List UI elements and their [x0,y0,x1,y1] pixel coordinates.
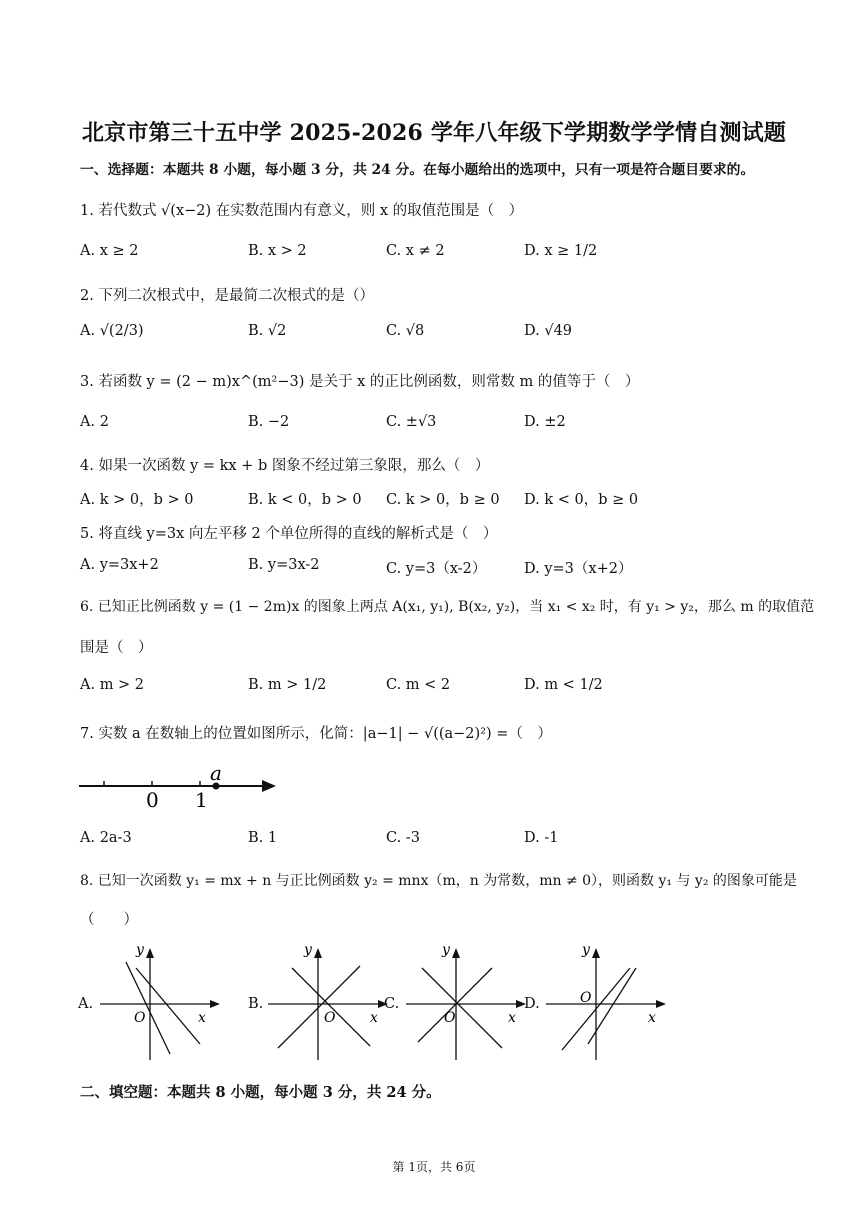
option-c[interactable]: C. m < 2 [386,677,451,693]
graph-a[interactable] [98,938,228,1064]
graph-d[interactable] [544,938,674,1064]
tick-label-zero: 0 [146,788,159,812]
origin-label: O [324,1010,336,1026]
graph-c[interactable] [404,938,534,1064]
option-b[interactable]: B. m > 1/2 [248,677,327,693]
option-d[interactable]: D. y=3（x+2） [524,561,633,577]
option-b[interactable]: B. x > 2 [248,243,307,259]
option-b[interactable]: B. −2 [248,414,290,430]
origin-label: O [580,990,592,1006]
question-5-options [80,557,800,581]
option-c[interactable]: C. y=3（x-2） [386,561,487,577]
option-b[interactable]: B. √2 [248,323,287,339]
graph-c-label[interactable]: C. [384,996,400,1012]
option-a[interactable]: A. m > 2 [80,677,145,693]
origin-label: O [134,1010,146,1026]
y-axis-label: y [136,942,144,958]
option-c[interactable]: C. ±√3 [386,414,437,430]
y-axis-arrow [592,948,600,958]
option-c[interactable]: C. √8 [386,323,425,339]
graph-a-label[interactable]: A. [78,996,94,1012]
option-b[interactable]: B. 1 [248,830,278,846]
option-a[interactable]: A. 2a-3 [80,830,132,846]
graph-b[interactable] [266,938,396,1064]
graph-b-label[interactable]: B. [248,996,264,1012]
option-c[interactable]: C. k > 0，b ≥ 0 [386,492,500,508]
line-2 [588,968,636,1044]
question-8-graph-options [78,938,678,1068]
y-axis-label: y [582,942,590,958]
question-6-stem: 6. 已知正比例函数 y = (1 − 2m)x 的图象上两点 A(x₁, y₁), B(x₂, y₂)，当 x₁ < x₂ 时，有 y₁ > y₂，那么 m 的取值范 [80,599,815,615]
x-axis-label: x [508,1010,516,1026]
x-axis-label: x [370,1010,378,1026]
line-1 [126,962,170,1054]
question-6-stem-continued: 围是（ ） [80,640,153,656]
option-b[interactable]: B. k < 0，b > 0 [248,492,362,508]
question-1-options [80,243,800,267]
x-axis-label: x [648,1010,656,1026]
question-5-stem: 5. 将直线 y=3x 向左平移 2 个单位所得的直线的解析式是（ ） [80,526,498,542]
question-7-stem: 7. 实数 a 在数轴上的位置如图所示，化简：|a−1| − √((a−2)²) =（ ） [80,726,552,742]
number-line-figure [76,758,286,812]
option-d[interactable]: D. -1 [524,830,559,846]
line-2 [292,968,370,1046]
question-4-options [80,488,800,512]
line-2 [136,968,200,1044]
y-axis-label: y [442,942,450,958]
option-a[interactable]: A. x ≥ 2 [80,243,139,259]
point-a-label: a [210,761,222,785]
y-axis-arrow [314,948,322,958]
option-d[interactable]: D. x ≥ 1/2 [524,243,598,259]
number-line-arrow [262,780,276,792]
question-2-options [80,323,800,347]
question-3-options [80,414,800,438]
question-8-stem: 8. 已知一次函数 y₁ = mx + n 与正比例函数 y₂ = mnx（m，n 为常数，mn ≠ 0），则函数 y₁ 与 y₂ 的图象可能是 [80,873,797,889]
graph-d-label[interactable]: D. [524,996,540,1012]
question-1-stem: 1. 若代数式 √(x−2) 在实数范围内有意义，则 x 的取值范围是（ ） [80,203,524,219]
x-axis-arrow [656,1000,666,1008]
question-4-stem: 4. 如果一次函数 y = kx + b 图象不经过第三象限，那么（ ） [80,458,490,474]
option-a[interactable]: A. y=3x+2 [80,557,159,573]
option-a[interactable]: A. √(2/3) [80,323,144,339]
option-d[interactable]: D. m < 1/2 [524,677,603,693]
option-a[interactable]: A. 2 [80,414,109,430]
option-b[interactable]: B. y=3x-2 [248,557,320,573]
question-7-options [80,830,800,854]
y-axis-arrow [146,948,154,958]
section-1-heading: 一、选择题：本题共 8 小题，每小题 3 分，共 24 分。在每小题给出的选项中，只有一项是符合题目要求的。 [80,162,755,178]
line-2 [418,968,492,1042]
y-axis-arrow [452,948,460,958]
origin-label: O [444,1010,456,1026]
option-d[interactable]: D. √49 [524,323,573,339]
line-1 [278,966,360,1048]
question-3-stem: 3. 若函数 y = (2 − m)x^(m²−3) 是关于 x 的正比例函数，则常数 m 的值等于（ ） [80,374,640,390]
page-title: 北京市第三十五中学 2025-2026 学年八年级下学期数学学情自测试题 [81,120,787,146]
option-d[interactable]: D. ±2 [524,414,566,430]
question-2-stem: 2. 下列二次根式中，是最简二次根式的是（） [80,288,374,304]
tick-label-one: 1 [195,788,208,812]
question-6-options [80,677,800,701]
option-d[interactable]: D. k < 0，b ≥ 0 [524,492,639,508]
option-c[interactable]: C. -3 [386,830,420,846]
option-c[interactable]: C. x ≠ 2 [386,243,445,259]
line-1 [422,968,502,1048]
option-a[interactable]: A. k > 0，b > 0 [80,492,194,508]
page-footer: 第 1页，共 6页 [392,1160,476,1174]
x-axis-arrow [210,1000,220,1008]
question-8-stem-continued: （ ） [80,912,138,928]
y-axis-label: y [304,942,312,958]
x-axis-label: x [198,1010,206,1026]
section-2-heading: 二、填空题：本题共 8 小题，每小题 3 分，共 24 分。 [80,1084,441,1101]
